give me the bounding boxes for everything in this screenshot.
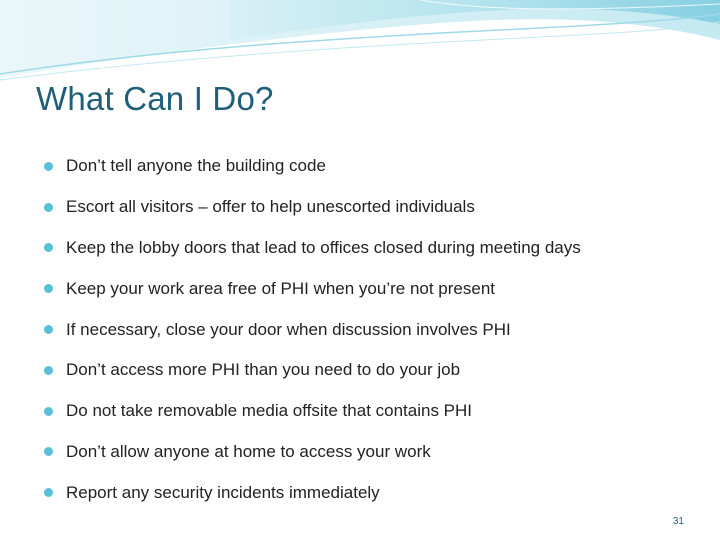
bullet-text: Keep your work area free of PHI when you’re not present: [66, 278, 496, 298]
list-item: [44, 146, 581, 187]
bullet-dot-icon: [44, 366, 53, 375]
bullet-dot-icon: [44, 325, 53, 334]
bullet-text: Report any security incidents immediately: [66, 482, 380, 502]
bullet-text: Don’t access more PHI than you need to do your job: [66, 360, 461, 380]
bullet-dot-icon: [44, 488, 53, 497]
list-item: [44, 432, 581, 473]
bullet-dot-icon: [44, 162, 53, 171]
bullet-text: Escort all visitors – offer to help unescorted individuals: [66, 197, 475, 217]
list-item: [44, 268, 581, 309]
list-item: [44, 472, 581, 513]
bullet-text: Do not take removable media offsite that contains PHI: [66, 401, 473, 421]
bullet-dot-icon: [44, 243, 53, 252]
page-number: 31: [672, 516, 684, 527]
bullet-dot-icon: [44, 407, 53, 416]
bullet-list: [44, 146, 581, 513]
bullet-text: Don’t allow anyone at home to access your work: [66, 441, 431, 461]
list-item: [44, 309, 581, 350]
bullet-text: Keep the lobby doors that lead to offices closed during meeting days: [66, 237, 581, 257]
bullet-text: Don’t tell anyone the building code: [66, 156, 326, 176]
bullet-text: If necessary, close your door when discussion involves PHI: [66, 319, 511, 339]
list-item: [44, 350, 581, 391]
bullet-dot-icon: [44, 284, 53, 293]
list-item: [44, 391, 581, 432]
list-item: [44, 187, 581, 228]
slide-title: What Can I Do?: [36, 80, 274, 117]
list-item: [44, 228, 581, 269]
bullet-dot-icon: [44, 447, 53, 456]
bullet-dot-icon: [44, 203, 53, 212]
